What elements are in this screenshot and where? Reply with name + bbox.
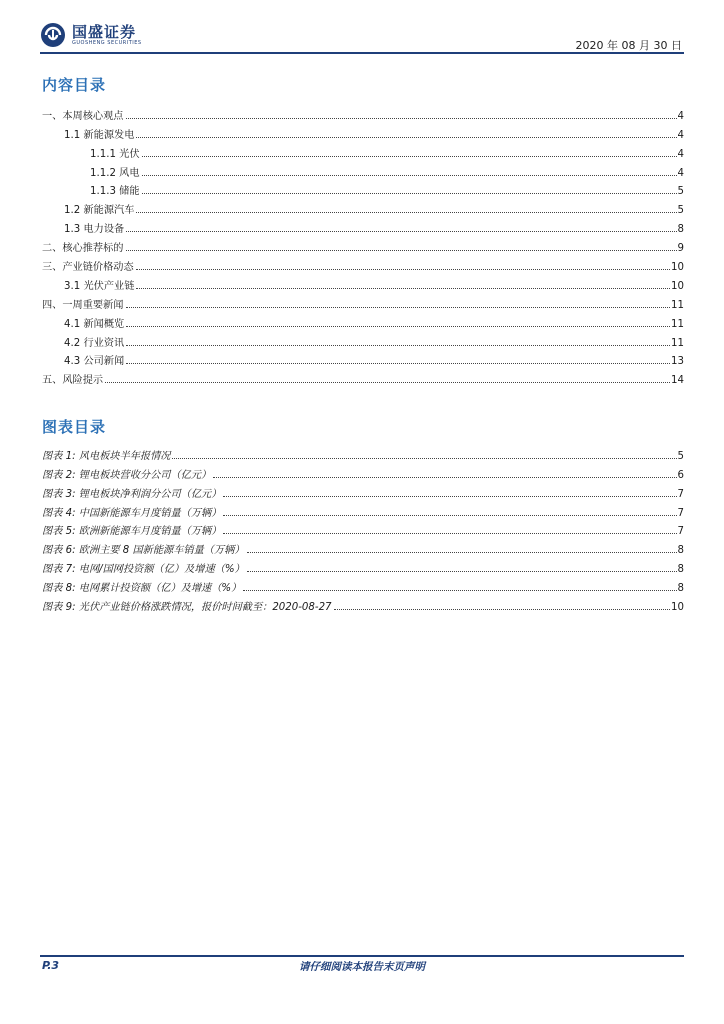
- footer-notice: 请仔细阅读本报告末页声明: [299, 961, 425, 973]
- toc-entry[interactable]: [42, 122, 684, 141]
- figure-entry-page: 8: [677, 545, 684, 557]
- list-of-figures: [42, 443, 684, 613]
- toc-entry-label: 4.1 新闻概览: [42, 315, 125, 330]
- toc-entry[interactable]: [42, 197, 684, 216]
- toc-entry-page: 13: [671, 356, 684, 368]
- figures-title: 图表目录: [42, 418, 107, 436]
- figure-entry[interactable]: [42, 500, 684, 519]
- figure-entry[interactable]: [42, 537, 684, 556]
- toc-entry-label: 4.2 行业资讯: [42, 334, 125, 349]
- toc-entry-page: 4: [677, 110, 684, 122]
- toc-entry[interactable]: [42, 141, 684, 160]
- toc-entry[interactable]: [42, 349, 684, 368]
- dot-leader: [126, 325, 670, 327]
- figure-entry[interactable]: [42, 481, 684, 500]
- dot-leader: [223, 532, 676, 534]
- dot-leader: [126, 230, 676, 232]
- toc-entry[interactable]: [42, 216, 684, 235]
- footer-rule: [40, 955, 684, 957]
- figure-entry[interactable]: [42, 462, 684, 481]
- toc-entry[interactable]: [42, 311, 684, 330]
- figure-entry[interactable]: [42, 575, 684, 594]
- page-number: P.3: [42, 959, 60, 972]
- toc-entry-label: 二、核心推荐标的: [42, 239, 125, 254]
- figure-entry-label: 图表 7: 电网/国网投资额（亿）及增速（%）: [42, 560, 246, 575]
- figure-entry-page: 7: [677, 507, 684, 519]
- figure-entry-label: 图表 6: 欧洲主要 8 国新能源车销量（万辆）: [42, 541, 246, 556]
- dot-leader: [142, 192, 677, 194]
- figure-entry-page: 6: [677, 469, 684, 481]
- header-rule: [40, 52, 684, 54]
- toc-entry-page: 4: [677, 148, 684, 160]
- figure-entry-label: 图表 3: 锂电板块净利润分公司（亿元）: [42, 485, 222, 500]
- toc-title: 内容目录: [42, 76, 107, 94]
- figure-entry-label: 图表 8: 电网累计投资额（亿）及增速（%）: [42, 579, 242, 594]
- toc-entry[interactable]: [42, 273, 684, 292]
- dot-leader: [142, 174, 677, 176]
- figure-entry-page: 7: [677, 488, 684, 500]
- toc-entry-label: 3.1 光伏产业链: [42, 277, 135, 292]
- figure-entry-page: 8: [677, 564, 684, 576]
- figure-entry-label: 图表 9: 光伏产业链价格涨跌情况，报价时间截至：2020-08-27: [42, 598, 333, 613]
- toc-entry-page: 5: [677, 186, 684, 198]
- toc-entry-page: 4: [677, 167, 684, 179]
- toc-entry-page: 10: [671, 280, 684, 292]
- toc-entry[interactable]: [42, 254, 684, 273]
- dot-leader: [126, 117, 677, 119]
- toc-entry[interactable]: [42, 367, 684, 386]
- dot-leader: [223, 514, 676, 516]
- toc-entry-label: 1.1.3 储能: [42, 182, 141, 197]
- figure-entry-page: 5: [677, 450, 684, 462]
- toc-entry-page: 11: [671, 337, 684, 349]
- toc-entry-label: 1.2 新能源汽车: [42, 201, 135, 216]
- toc-entry-page: 11: [671, 318, 684, 330]
- figure-entry[interactable]: [42, 519, 684, 538]
- toc-entry-label: 1.1.2 风电: [42, 164, 141, 179]
- page-header: [40, 22, 684, 54]
- toc-entry[interactable]: [42, 292, 684, 311]
- figure-entry-label: 图表 2: 锂电板块营收分公司（亿元）: [42, 466, 212, 481]
- toc-entry-page: 5: [677, 205, 684, 217]
- figure-entry[interactable]: [42, 556, 684, 575]
- figure-entry-page: 10: [671, 602, 684, 614]
- figure-entry[interactable]: [42, 443, 684, 462]
- dot-leader: [136, 268, 670, 270]
- toc-entry-page: 14: [671, 375, 684, 387]
- logo-mark-icon: [40, 22, 66, 48]
- toc-entry-page: 8: [677, 224, 684, 236]
- figure-entry-label: 图表 4: 中国新能源车月度销量（万辆）: [42, 504, 222, 519]
- toc-entry-label: 1.1 新能源发电: [42, 126, 135, 141]
- figure-entry-page: 7: [677, 526, 684, 538]
- toc-entry-label: 三、产业链价格动态: [42, 258, 135, 273]
- toc-entry-page: 10: [671, 262, 684, 274]
- toc-entry[interactable]: [42, 179, 684, 198]
- dot-leader: [243, 589, 676, 591]
- dot-leader: [126, 249, 677, 251]
- toc-entry-page: 4: [677, 129, 684, 141]
- dot-leader: [105, 381, 670, 383]
- dot-leader: [247, 570, 677, 572]
- dot-leader: [142, 155, 677, 157]
- figure-entry-page: 8: [677, 583, 684, 595]
- dot-leader: [213, 476, 676, 478]
- dot-leader: [223, 495, 676, 497]
- toc-entry-label: 1.1.1 光伏: [42, 145, 141, 160]
- report-date: 2020 年 08 月 30 日: [575, 39, 682, 52]
- dot-leader: [136, 136, 676, 138]
- dot-leader: [136, 287, 670, 289]
- dot-leader: [126, 344, 670, 346]
- dot-leader: [136, 211, 676, 213]
- toc-entry-label: 1.3 电力设备: [42, 220, 125, 235]
- figure-entry-label: 图表 1: 风电板块半年报情况: [42, 447, 171, 462]
- logo-english-name: GUOSHENG SECURITIES: [72, 39, 142, 46]
- toc-entry[interactable]: [42, 330, 684, 349]
- figure-entry[interactable]: [42, 594, 684, 613]
- toc-entry[interactable]: [42, 160, 684, 179]
- toc-entry[interactable]: [42, 235, 684, 254]
- dot-leader: [334, 608, 671, 610]
- toc-entry-label: 五、风险提示: [42, 371, 104, 386]
- company-logo: [40, 22, 142, 48]
- table-of-contents: [42, 103, 684, 386]
- dot-leader: [126, 306, 671, 308]
- toc-entry[interactable]: [42, 103, 684, 122]
- figure-entry-label: 图表 5: 欧洲新能源车月度销量（万辆）: [42, 522, 222, 537]
- dot-leader: [247, 551, 677, 553]
- logo-chinese-name: 国盛证券: [72, 22, 137, 41]
- dot-leader: [126, 362, 670, 364]
- toc-entry-label: 一、本周核心观点: [42, 107, 125, 122]
- dot-leader: [172, 457, 676, 459]
- toc-entry-page: 11: [671, 299, 684, 311]
- toc-entry-label: 4.3 公司新闻: [42, 352, 125, 367]
- toc-entry-label: 四、一周重要新闻: [42, 296, 125, 311]
- toc-entry-page: 9: [677, 243, 684, 255]
